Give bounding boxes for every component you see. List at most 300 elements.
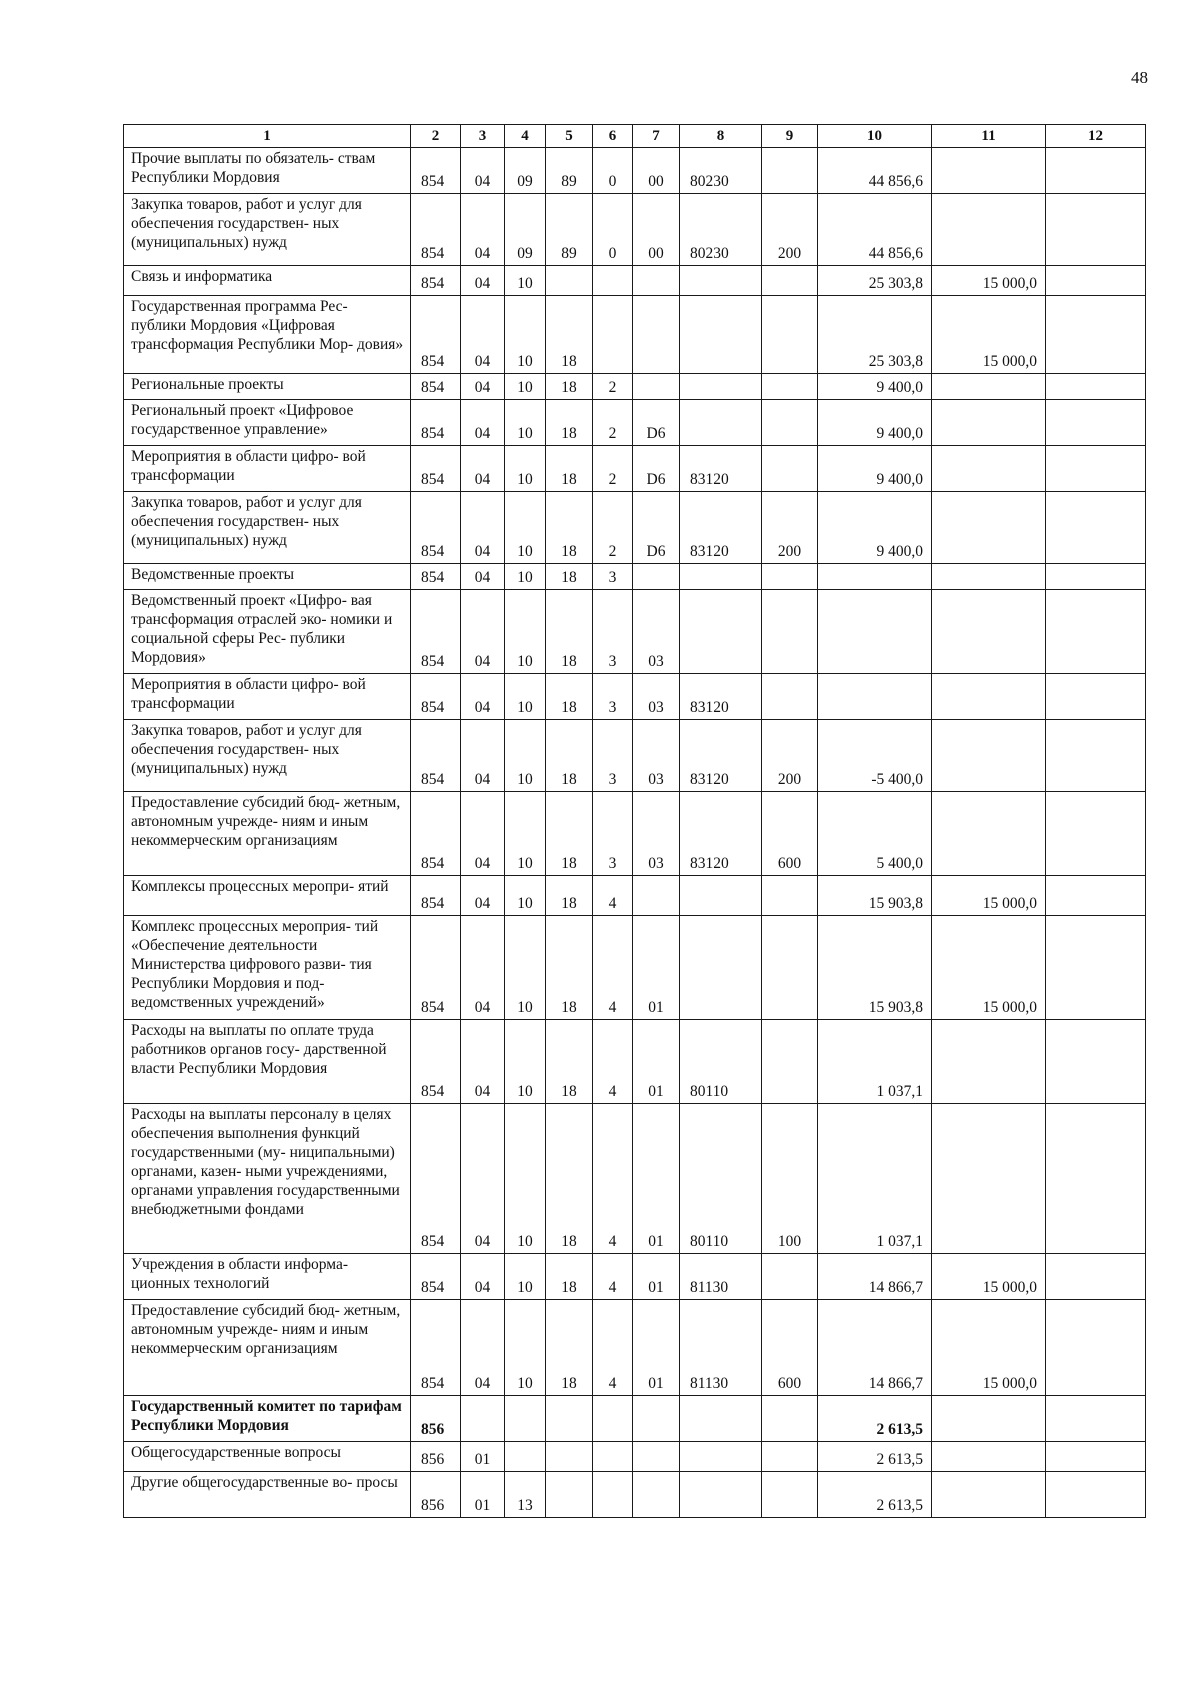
- amount-2025-cell: [932, 1104, 1046, 1254]
- amount-2025-cell: [932, 1396, 1046, 1442]
- row-name-cell: Ведомственный проект «Цифро- вая трансформация отраслей эко- номики и социальной сферы Рес- публики Мордовия»: [124, 590, 411, 674]
- amount-2024-cell: -5 400,0: [818, 720, 932, 792]
- amount-2024-cell: [818, 564, 932, 590]
- amount-2026-cell: [1046, 564, 1146, 590]
- direction-code-cell: [680, 266, 762, 296]
- program-code-cell: 18: [546, 720, 593, 792]
- project-code-cell: [633, 1442, 680, 1472]
- admin-code-cell: 854: [411, 720, 461, 792]
- expense-type-cell: [762, 446, 818, 492]
- section-code-cell: 04: [461, 590, 505, 674]
- amount-2025-cell: [932, 194, 1046, 266]
- direction-code-cell: [680, 590, 762, 674]
- direction-code-cell: 83120: [680, 792, 762, 876]
- subsection-code-cell: 10: [505, 1300, 546, 1396]
- project-type-cell: 4: [593, 1300, 633, 1396]
- project-code-cell: 03: [633, 590, 680, 674]
- direction-code-cell: [680, 1472, 762, 1518]
- project-code-cell: [633, 296, 680, 374]
- expense-type-cell: [762, 1396, 818, 1442]
- expense-type-cell: [762, 1442, 818, 1472]
- expense-type-cell: [762, 400, 818, 446]
- section-code-cell: 04: [461, 148, 505, 194]
- project-type-cell: 2: [593, 400, 633, 446]
- amount-2026-cell: [1046, 1472, 1146, 1518]
- table-row: [124, 1442, 1146, 1472]
- section-code-cell: 01: [461, 1472, 505, 1518]
- expense-type-cell: [762, 916, 818, 1020]
- amount-2025-cell: 15 000,0: [932, 1254, 1046, 1300]
- expense-type-cell: 200: [762, 720, 818, 792]
- project-code-cell: [633, 1396, 680, 1442]
- project-type-cell: [593, 1396, 633, 1442]
- table-body: [124, 148, 1146, 1518]
- admin-code-cell: 854: [411, 296, 461, 374]
- amount-2025-cell: 15 000,0: [932, 916, 1046, 1020]
- subsection-code-cell: 10: [505, 720, 546, 792]
- expense-type-cell: 200: [762, 492, 818, 564]
- subsection-code-cell: 09: [505, 194, 546, 266]
- column-header: 1: [124, 125, 411, 148]
- project-code-cell: 01: [633, 1104, 680, 1254]
- project-type-cell: 3: [593, 720, 633, 792]
- expense-type-cell: 200: [762, 194, 818, 266]
- project-type-cell: 2: [593, 446, 633, 492]
- program-code-cell: 18: [546, 296, 593, 374]
- admin-code-cell: 854: [411, 194, 461, 266]
- amount-2026-cell: [1046, 674, 1146, 720]
- subsection-code-cell: 10: [505, 792, 546, 876]
- subsection-code-cell: 10: [505, 564, 546, 590]
- admin-code-cell: 854: [411, 876, 461, 916]
- table-row: [124, 564, 1146, 590]
- expense-type-cell: [762, 590, 818, 674]
- subsection-code-cell: 10: [505, 590, 546, 674]
- program-code-cell: 89: [546, 194, 593, 266]
- column-header: 7: [633, 125, 680, 148]
- expense-type-cell: [762, 374, 818, 400]
- amount-2025-cell: [932, 492, 1046, 564]
- row-name-cell: Ведомственные проекты: [124, 564, 411, 590]
- row-name-cell: Комплексы процессных меропри- ятий: [124, 876, 411, 916]
- program-code-cell: 18: [546, 792, 593, 876]
- subsection-code-cell: 10: [505, 1254, 546, 1300]
- program-code-cell: [546, 1442, 593, 1472]
- amount-2024-cell: 15 903,8: [818, 876, 932, 916]
- subsection-code-cell: 10: [505, 266, 546, 296]
- direction-code-cell: 83120: [680, 492, 762, 564]
- direction-code-cell: 80230: [680, 148, 762, 194]
- section-code-cell: 04: [461, 492, 505, 564]
- amount-2025-cell: 15 000,0: [932, 266, 1046, 296]
- program-code-cell: [546, 1396, 593, 1442]
- section-code-cell: 04: [461, 564, 505, 590]
- admin-code-cell: 854: [411, 148, 461, 194]
- amount-2026-cell: [1046, 1300, 1146, 1396]
- amount-2025-cell: [932, 1020, 1046, 1104]
- project-type-cell: 3: [593, 590, 633, 674]
- table-row: [124, 374, 1146, 400]
- amount-2026-cell: [1046, 792, 1146, 876]
- section-code-cell: 04: [461, 1254, 505, 1300]
- direction-code-cell: 80230: [680, 194, 762, 266]
- amount-2026-cell: [1046, 296, 1146, 374]
- project-code-cell: [633, 564, 680, 590]
- amount-2026-cell: [1046, 1020, 1146, 1104]
- program-code-cell: 18: [546, 1300, 593, 1396]
- section-code-cell: 04: [461, 400, 505, 446]
- section-code-cell: 04: [461, 1020, 505, 1104]
- amount-2026-cell: [1046, 148, 1146, 194]
- admin-code-cell: 854: [411, 792, 461, 876]
- direction-code-cell: 83120: [680, 446, 762, 492]
- column-header: 6: [593, 125, 633, 148]
- admin-code-cell: 854: [411, 400, 461, 446]
- admin-code-cell: 854: [411, 266, 461, 296]
- project-type-cell: 4: [593, 876, 633, 916]
- direction-code-cell: [680, 876, 762, 916]
- direction-code-cell: [680, 1396, 762, 1442]
- subsection-code-cell: 10: [505, 492, 546, 564]
- table-row: [124, 674, 1146, 720]
- column-header: 8: [680, 125, 762, 148]
- amount-2024-cell: 2 613,5: [818, 1442, 932, 1472]
- direction-code-cell: [680, 374, 762, 400]
- column-header: 10: [818, 125, 932, 148]
- program-code-cell: 18: [546, 674, 593, 720]
- subsection-code-cell: 10: [505, 296, 546, 374]
- project-code-cell: [633, 266, 680, 296]
- amount-2025-cell: [932, 148, 1046, 194]
- expense-type-cell: 600: [762, 792, 818, 876]
- row-name-cell: Прочие выплаты по обязатель- ствам Республики Мордовия: [124, 148, 411, 194]
- table-row: [124, 916, 1146, 1020]
- admin-code-cell: 856: [411, 1396, 461, 1442]
- project-code-cell: 00: [633, 148, 680, 194]
- project-type-cell: 2: [593, 374, 633, 400]
- admin-code-cell: 854: [411, 564, 461, 590]
- table-row: [124, 400, 1146, 446]
- table-row: [124, 590, 1146, 674]
- row-name-cell: Государственная программа Рес- публики Мордовия «Цифровая трансформация Республики Мор- довия»: [124, 296, 411, 374]
- direction-code-cell: [680, 400, 762, 446]
- amount-2025-cell: [932, 564, 1046, 590]
- project-type-cell: 3: [593, 792, 633, 876]
- subsection-code-cell: 10: [505, 374, 546, 400]
- amount-2025-cell: [932, 792, 1046, 876]
- amount-2025-cell: [932, 590, 1046, 674]
- table-row: [124, 876, 1146, 916]
- table-row: [124, 446, 1146, 492]
- amount-2024-cell: 2 613,5: [818, 1396, 932, 1442]
- amount-2024-cell: [818, 674, 932, 720]
- row-name-cell: Расходы на выплаты по оплате труда работников органов госу- дарственной власти Республики Мордовия: [124, 1020, 411, 1104]
- table-row: [124, 1020, 1146, 1104]
- amount-2026-cell: [1046, 916, 1146, 1020]
- amount-2024-cell: 25 303,8: [818, 296, 932, 374]
- row-name-cell: Региональные проекты: [124, 374, 411, 400]
- project-code-cell: 03: [633, 674, 680, 720]
- column-header: 2: [411, 125, 461, 148]
- amount-2026-cell: [1046, 194, 1146, 266]
- amount-2026-cell: [1046, 1104, 1146, 1254]
- project-type-cell: 3: [593, 564, 633, 590]
- program-code-cell: 18: [546, 916, 593, 1020]
- amount-2024-cell: 14 866,7: [818, 1254, 932, 1300]
- amount-2024-cell: 2 613,5: [818, 1472, 932, 1518]
- subsection-code-cell: [505, 1396, 546, 1442]
- project-type-cell: 0: [593, 148, 633, 194]
- direction-code-cell: 83120: [680, 674, 762, 720]
- row-name-cell: Учреждения в области информа- ционных технологий: [124, 1254, 411, 1300]
- project-type-cell: 4: [593, 1104, 633, 1254]
- table-row: [124, 1396, 1146, 1442]
- project-code-cell: 00: [633, 194, 680, 266]
- project-code-cell: 01: [633, 1300, 680, 1396]
- amount-2026-cell: [1046, 446, 1146, 492]
- program-code-cell: [546, 266, 593, 296]
- amount-2024-cell: 44 856,6: [818, 194, 932, 266]
- amount-2024-cell: 5 400,0: [818, 792, 932, 876]
- project-code-cell: D6: [633, 492, 680, 564]
- project-type-cell: 2: [593, 492, 633, 564]
- project-code-cell: [633, 876, 680, 916]
- program-code-cell: 18: [546, 400, 593, 446]
- amount-2026-cell: [1046, 1254, 1146, 1300]
- section-code-cell: 04: [461, 1104, 505, 1254]
- table-row: [124, 148, 1146, 194]
- amount-2025-cell: 15 000,0: [932, 296, 1046, 374]
- row-name-cell: Комплекс процессных мероприя- тий «Обеспечение деятельности Министерства цифрового разви- тия Республики Мордовия и под- ведомственных учреждений»: [124, 916, 411, 1020]
- program-code-cell: 18: [546, 876, 593, 916]
- amount-2025-cell: [932, 674, 1046, 720]
- section-code-cell: 04: [461, 720, 505, 792]
- project-code-cell: [633, 1472, 680, 1518]
- project-type-cell: [593, 1472, 633, 1518]
- amount-2026-cell: [1046, 374, 1146, 400]
- project-code-cell: [633, 374, 680, 400]
- expense-type-cell: [762, 1254, 818, 1300]
- direction-code-cell: 81130: [680, 1254, 762, 1300]
- admin-code-cell: 854: [411, 374, 461, 400]
- table-row: [124, 1254, 1146, 1300]
- amount-2025-cell: [932, 1442, 1046, 1472]
- admin-code-cell: 856: [411, 1442, 461, 1472]
- amount-2024-cell: 25 303,8: [818, 266, 932, 296]
- row-name-cell: Мероприятия в области цифро- вой трансформации: [124, 674, 411, 720]
- expense-type-cell: [762, 564, 818, 590]
- expense-type-cell: [762, 674, 818, 720]
- subsection-code-cell: 10: [505, 1020, 546, 1104]
- admin-code-cell: 854: [411, 590, 461, 674]
- amount-2025-cell: [932, 400, 1046, 446]
- amount-2026-cell: [1046, 590, 1146, 674]
- project-code-cell: D6: [633, 400, 680, 446]
- subsection-code-cell: 10: [505, 1104, 546, 1254]
- amount-2025-cell: 15 000,0: [932, 1300, 1046, 1396]
- row-name-cell: Региональный проект «Цифровое государственное управление»: [124, 400, 411, 446]
- column-header: 12: [1046, 125, 1146, 148]
- expense-type-cell: [762, 1472, 818, 1518]
- table-row: [124, 1300, 1146, 1396]
- project-code-cell: 01: [633, 916, 680, 1020]
- section-code-cell: 04: [461, 674, 505, 720]
- section-code-cell: 04: [461, 296, 505, 374]
- section-code-cell: 04: [461, 266, 505, 296]
- column-header-row: [124, 125, 1146, 148]
- amount-2024-cell: 9 400,0: [818, 492, 932, 564]
- admin-code-cell: 854: [411, 492, 461, 564]
- row-name-cell: Расходы на выплаты персоналу в целях обеспечения выполнения функций государственными (му- ниципальными) органами, казен- ными учреждениями, органами управления государственными внебюджетными фондами: [124, 1104, 411, 1254]
- table-row: [124, 720, 1146, 792]
- table-row: [124, 194, 1146, 266]
- amount-2026-cell: [1046, 266, 1146, 296]
- row-name-cell: Закупка товаров, работ и услуг для обеспечения государствен- ных (муниципальных) нужд: [124, 194, 411, 266]
- table-row: [124, 792, 1146, 876]
- project-type-cell: 4: [593, 916, 633, 1020]
- subsection-code-cell: 10: [505, 400, 546, 446]
- table-row: [124, 492, 1146, 564]
- project-code-cell: 01: [633, 1020, 680, 1104]
- amount-2024-cell: 15 903,8: [818, 916, 932, 1020]
- amount-2025-cell: 15 000,0: [932, 876, 1046, 916]
- column-header: 11: [932, 125, 1046, 148]
- project-code-cell: D6: [633, 446, 680, 492]
- amount-2026-cell: [1046, 720, 1146, 792]
- program-code-cell: 89: [546, 148, 593, 194]
- direction-code-cell: [680, 916, 762, 1020]
- page-number: 48: [1131, 68, 1148, 87]
- subsection-code-cell: 10: [505, 674, 546, 720]
- table-row: [124, 1472, 1146, 1518]
- amount-2026-cell: [1046, 400, 1146, 446]
- amount-2024-cell: 1 037,1: [818, 1104, 932, 1254]
- amount-2024-cell: 9 400,0: [818, 446, 932, 492]
- amount-2026-cell: [1046, 1396, 1146, 1442]
- project-code-cell: 03: [633, 720, 680, 792]
- section-code-cell: 04: [461, 374, 505, 400]
- amount-2026-cell: [1046, 1442, 1146, 1472]
- row-name-cell: Закупка товаров, работ и услуг для обеспечения государствен- ных (муниципальных) нужд: [124, 492, 411, 564]
- project-type-cell: [593, 266, 633, 296]
- amount-2026-cell: [1046, 876, 1146, 916]
- project-code-cell: 01: [633, 1254, 680, 1300]
- program-code-cell: 18: [546, 446, 593, 492]
- section-code-cell: 04: [461, 446, 505, 492]
- admin-code-cell: 854: [411, 1020, 461, 1104]
- row-name-cell: Государственный комитет по тарифам Республики Мордовия: [124, 1396, 411, 1442]
- row-name-cell: Связь и информатика: [124, 266, 411, 296]
- row-name-cell: Предоставление субсидий бюд- жетным, автономным учрежде- ниям и иным некоммерческим организациям: [124, 1300, 411, 1396]
- section-code-cell: 04: [461, 916, 505, 1020]
- section-code-cell: 04: [461, 792, 505, 876]
- column-header: 4: [505, 125, 546, 148]
- project-type-cell: [593, 296, 633, 374]
- section-code-cell: 04: [461, 876, 505, 916]
- subsection-code-cell: [505, 1442, 546, 1472]
- program-code-cell: 18: [546, 374, 593, 400]
- section-code-cell: 01: [461, 1442, 505, 1472]
- expense-type-cell: [762, 876, 818, 916]
- expense-type-cell: [762, 266, 818, 296]
- expense-type-cell: 600: [762, 1300, 818, 1396]
- section-code-cell: 04: [461, 1300, 505, 1396]
- admin-code-cell: 854: [411, 1254, 461, 1300]
- project-type-cell: 3: [593, 674, 633, 720]
- amount-2026-cell: [1046, 492, 1146, 564]
- direction-code-cell: [680, 296, 762, 374]
- amount-2025-cell: [932, 1472, 1046, 1518]
- column-header: 9: [762, 125, 818, 148]
- table-row: [124, 1104, 1146, 1254]
- row-name-cell: Закупка товаров, работ и услуг для обеспечения государствен- ных (муниципальных) нужд: [124, 720, 411, 792]
- admin-code-cell: 854: [411, 1104, 461, 1254]
- section-code-cell: 04: [461, 194, 505, 266]
- direction-code-cell: 81130: [680, 1300, 762, 1396]
- subsection-code-cell: 10: [505, 446, 546, 492]
- program-code-cell: 18: [546, 1020, 593, 1104]
- admin-code-cell: 856: [411, 1472, 461, 1518]
- table-row: [124, 266, 1146, 296]
- program-code-cell: 18: [546, 564, 593, 590]
- expense-type-cell: [762, 148, 818, 194]
- amount-2024-cell: 9 400,0: [818, 400, 932, 446]
- admin-code-cell: 854: [411, 916, 461, 1020]
- row-name-cell: Другие общегосударственные во- просы: [124, 1472, 411, 1518]
- amount-2025-cell: [932, 446, 1046, 492]
- row-name-cell: Предоставление субсидий бюд- жетным, автономным учрежде- ниям и иным некоммерческим организациям: [124, 792, 411, 876]
- amount-2024-cell: 14 866,7: [818, 1300, 932, 1396]
- amount-2024-cell: 1 037,1: [818, 1020, 932, 1104]
- direction-code-cell: [680, 564, 762, 590]
- column-header: 3: [461, 125, 505, 148]
- direction-code-cell: [680, 1442, 762, 1472]
- program-code-cell: 18: [546, 492, 593, 564]
- project-code-cell: 03: [633, 792, 680, 876]
- subsection-code-cell: 09: [505, 148, 546, 194]
- program-code-cell: 18: [546, 590, 593, 674]
- row-name-cell: Общегосударственные вопросы: [124, 1442, 411, 1472]
- program-code-cell: 18: [546, 1254, 593, 1300]
- column-header: 5: [546, 125, 593, 148]
- budget-table: [123, 124, 1146, 1518]
- amount-2025-cell: [932, 720, 1046, 792]
- amount-2024-cell: 44 856,6: [818, 148, 932, 194]
- section-code-cell: [461, 1396, 505, 1442]
- expense-type-cell: [762, 1020, 818, 1104]
- direction-code-cell: 80110: [680, 1104, 762, 1254]
- project-type-cell: [593, 1442, 633, 1472]
- amount-2024-cell: 9 400,0: [818, 374, 932, 400]
- project-type-cell: 0: [593, 194, 633, 266]
- expense-type-cell: 100: [762, 1104, 818, 1254]
- admin-code-cell: 854: [411, 446, 461, 492]
- subsection-code-cell: 10: [505, 876, 546, 916]
- program-code-cell: 18: [546, 1104, 593, 1254]
- expense-type-cell: [762, 296, 818, 374]
- program-code-cell: [546, 1472, 593, 1518]
- amount-2025-cell: [932, 374, 1046, 400]
- table-row: [124, 296, 1146, 374]
- row-name-cell: Мероприятия в области цифро- вой трансформации: [124, 446, 411, 492]
- project-type-cell: 4: [593, 1020, 633, 1104]
- amount-2024-cell: [818, 590, 932, 674]
- subsection-code-cell: 10: [505, 916, 546, 1020]
- subsection-code-cell: 13: [505, 1472, 546, 1518]
- direction-code-cell: 83120: [680, 720, 762, 792]
- project-type-cell: 4: [593, 1254, 633, 1300]
- admin-code-cell: 854: [411, 674, 461, 720]
